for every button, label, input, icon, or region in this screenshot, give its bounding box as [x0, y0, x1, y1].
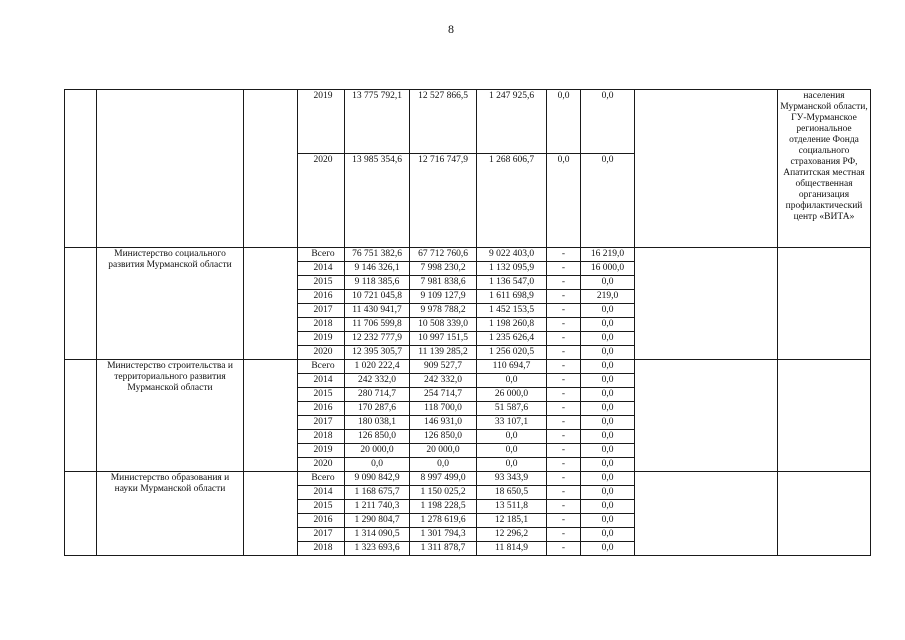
- regional-budget-cell: 1 311 878,7: [410, 542, 477, 556]
- local-budget-cell: -: [547, 374, 581, 388]
- total-cell: 10 721 045,8: [345, 290, 410, 304]
- total-cell: 11 706 599,8: [345, 318, 410, 332]
- total-cell: 126 850,0: [345, 430, 410, 444]
- year-cell: 2015: [298, 388, 345, 402]
- ministry-name: Министерство образования и науки Мурманской области: [97, 472, 244, 556]
- year-cell: 2020: [298, 346, 345, 360]
- year-cell: 2016: [298, 290, 345, 304]
- blank-cell: [635, 90, 778, 248]
- regional-budget-cell: 254 714,7: [410, 388, 477, 402]
- blank-cell: [635, 472, 778, 556]
- local-budget-cell: -: [547, 444, 581, 458]
- blank-cell: [635, 248, 778, 360]
- other-sources-cell: 0,0: [581, 486, 635, 500]
- local-budget-cell: -: [547, 248, 581, 262]
- other-sources-cell: 0,0: [581, 388, 635, 402]
- blank-cell: [635, 360, 778, 472]
- local-budget-cell: -: [547, 402, 581, 416]
- total-cell: 242 332,0: [345, 374, 410, 388]
- regional-budget-cell: 118 700,0: [410, 402, 477, 416]
- total-cell: 1 323 693,6: [345, 542, 410, 556]
- year-cell: Всего: [298, 248, 345, 262]
- local-budget-cell: -: [547, 458, 581, 472]
- table-row: [65, 90, 871, 154]
- total-cell: 76 751 382,6: [345, 248, 410, 262]
- other-sources-cell: 0,0: [581, 360, 635, 374]
- total-cell: 1 211 740,3: [345, 500, 410, 514]
- total-cell: 1 290 804,7: [345, 514, 410, 528]
- federal-budget-cell: 1 247 925,6: [477, 90, 547, 154]
- local-budget-cell: -: [547, 346, 581, 360]
- local-budget-cell: -: [547, 472, 581, 486]
- organization-cell: [97, 90, 244, 248]
- year-cell: 2017: [298, 304, 345, 318]
- other-sources-cell: 0,0: [581, 154, 635, 248]
- other-sources-cell: 0,0: [581, 276, 635, 290]
- funding-table: [64, 89, 871, 556]
- regional-budget-cell: 67 712 760,6: [410, 248, 477, 262]
- total-cell: 9 090 842,9: [345, 472, 410, 486]
- total-cell: 11 430 941,7: [345, 304, 410, 318]
- regional-budget-cell: 11 139 285,2: [410, 346, 477, 360]
- local-budget-cell: -: [547, 332, 581, 346]
- year-cell: 2016: [298, 514, 345, 528]
- year-cell: Всего: [298, 360, 345, 374]
- blank-cell: [244, 360, 298, 472]
- federal-budget-cell: 12 296,2: [477, 528, 547, 542]
- regional-budget-cell: 1 301 794,3: [410, 528, 477, 542]
- year-cell: 2017: [298, 416, 345, 430]
- total-cell: 12 395 305,7: [345, 346, 410, 360]
- local-budget-cell: -: [547, 486, 581, 500]
- index-cell: [65, 90, 97, 248]
- year-cell: 2015: [298, 500, 345, 514]
- regional-budget-cell: 10 508 339,0: [410, 318, 477, 332]
- total-cell: 13 985 354,6: [345, 154, 410, 248]
- federal-budget-cell: 18 650,5: [477, 486, 547, 500]
- federal-budget-cell: 1 136 547,0: [477, 276, 547, 290]
- year-cell: 2019: [298, 90, 345, 154]
- other-sources-cell: 0,0: [581, 542, 635, 556]
- regional-budget-cell: 10 997 151,5: [410, 332, 477, 346]
- blank-cell: [244, 248, 298, 360]
- regional-budget-cell: 7 998 230,2: [410, 262, 477, 276]
- table-row: [65, 248, 871, 262]
- year-cell: 2014: [298, 262, 345, 276]
- regional-budget-cell: 12 527 866,5: [410, 90, 477, 154]
- table-row: [65, 360, 871, 374]
- federal-budget-cell: 1 235 626,4: [477, 332, 547, 346]
- total-cell: 13 775 792,1: [345, 90, 410, 154]
- total-cell: 170 287,6: [345, 402, 410, 416]
- regional-budget-cell: 242 332,0: [410, 374, 477, 388]
- federal-budget-cell: 1 132 095,9: [477, 262, 547, 276]
- regional-budget-cell: 0,0: [410, 458, 477, 472]
- other-sources-cell: 0,0: [581, 500, 635, 514]
- other-sources-cell: 0,0: [581, 90, 635, 154]
- federal-budget-cell: 1 198 260,8: [477, 318, 547, 332]
- local-budget-cell: -: [547, 416, 581, 430]
- regional-budget-cell: 9 978 788,2: [410, 304, 477, 318]
- partners-cell: [778, 472, 871, 556]
- regional-budget-cell: 7 981 838,6: [410, 276, 477, 290]
- federal-budget-cell: 26 000,0: [477, 388, 547, 402]
- year-cell: 2020: [298, 154, 345, 248]
- blank-cell: [244, 90, 298, 248]
- local-budget-cell: -: [547, 528, 581, 542]
- regional-budget-cell: 126 850,0: [410, 430, 477, 444]
- other-sources-cell: 0,0: [581, 528, 635, 542]
- regional-budget-cell: 9 109 127,9: [410, 290, 477, 304]
- total-cell: 280 714,7: [345, 388, 410, 402]
- federal-budget-cell: 33 107,1: [477, 416, 547, 430]
- local-budget-cell: -: [547, 500, 581, 514]
- total-cell: 20 000,0: [345, 444, 410, 458]
- year-cell: 2018: [298, 542, 345, 556]
- other-sources-cell: 0,0: [581, 318, 635, 332]
- other-sources-cell: 16 219,0: [581, 248, 635, 262]
- local-budget-cell: -: [547, 388, 581, 402]
- other-sources-cell: 219,0: [581, 290, 635, 304]
- federal-budget-cell: 1 268 606,7: [477, 154, 547, 248]
- total-cell: 1 314 090,5: [345, 528, 410, 542]
- regional-budget-cell: 909 527,7: [410, 360, 477, 374]
- local-budget-cell: -: [547, 430, 581, 444]
- total-cell: 0,0: [345, 458, 410, 472]
- year-cell: 2018: [298, 318, 345, 332]
- regional-budget-cell: 1 278 619,6: [410, 514, 477, 528]
- other-sources-cell: 0,0: [581, 430, 635, 444]
- local-budget-cell: -: [547, 360, 581, 374]
- regional-budget-cell: 12 716 747,9: [410, 154, 477, 248]
- partners-cell: [778, 360, 871, 472]
- total-cell: 9 118 385,6: [345, 276, 410, 290]
- federal-budget-cell: 13 511,8: [477, 500, 547, 514]
- partners-cell: [778, 248, 871, 360]
- federal-budget-cell: 0,0: [477, 430, 547, 444]
- local-budget-cell: 0,0: [547, 90, 581, 154]
- local-budget-cell: -: [547, 542, 581, 556]
- page-number: 8: [448, 22, 454, 36]
- local-budget-cell: -: [547, 276, 581, 290]
- federal-budget-cell: 0,0: [477, 374, 547, 388]
- year-cell: 2015: [298, 276, 345, 290]
- other-sources-cell: 0,0: [581, 346, 635, 360]
- federal-budget-cell: 12 185,1: [477, 514, 547, 528]
- other-sources-cell: 0,0: [581, 444, 635, 458]
- table-row: [65, 472, 871, 486]
- total-cell: 9 146 326,1: [345, 262, 410, 276]
- federal-budget-cell: 9 022 403,0: [477, 248, 547, 262]
- federal-budget-cell: 0,0: [477, 444, 547, 458]
- other-sources-cell: 16 000,0: [581, 262, 635, 276]
- other-sources-cell: 0,0: [581, 332, 635, 346]
- other-sources-cell: 0,0: [581, 374, 635, 388]
- federal-budget-cell: 51 587,6: [477, 402, 547, 416]
- regional-budget-cell: 20 000,0: [410, 444, 477, 458]
- other-sources-cell: 0,0: [581, 458, 635, 472]
- other-sources-cell: 0,0: [581, 514, 635, 528]
- year-cell: 2019: [298, 444, 345, 458]
- ministry-name: Министерство строительства и территориального развития Мурманской области: [97, 360, 244, 472]
- year-cell: 2018: [298, 430, 345, 444]
- year-cell: 2016: [298, 402, 345, 416]
- year-cell: 2014: [298, 374, 345, 388]
- year-cell: Всего: [298, 472, 345, 486]
- local-budget-cell: -: [547, 262, 581, 276]
- other-sources-cell: 0,0: [581, 402, 635, 416]
- local-budget-cell: -: [547, 514, 581, 528]
- year-cell: 2019: [298, 332, 345, 346]
- total-cell: 12 232 777,9: [345, 332, 410, 346]
- other-sources-cell: 0,0: [581, 304, 635, 318]
- total-cell: 1 168 675,7: [345, 486, 410, 500]
- federal-budget-cell: 11 814,9: [477, 542, 547, 556]
- total-cell: 1 020 222,4: [345, 360, 410, 374]
- local-budget-cell: -: [547, 290, 581, 304]
- partners-cell: населения Мурманской области, ГУ-Мурманское региональное отделение Фонда социального страхования РФ, Апатитская местная общественная организация профилактический центр «ВИТА»: [778, 90, 871, 248]
- federal-budget-cell: 1 611 698,9: [477, 290, 547, 304]
- blank-cell: [244, 472, 298, 556]
- index-cell: [65, 248, 97, 360]
- federal-budget-cell: 1 256 020,5: [477, 346, 547, 360]
- local-budget-cell: -: [547, 304, 581, 318]
- ministry-name: Министерство социального развития Мурманской области: [97, 248, 244, 360]
- regional-budget-cell: 146 931,0: [410, 416, 477, 430]
- year-cell: 2014: [298, 486, 345, 500]
- total-cell: 180 038,1: [345, 416, 410, 430]
- federal-budget-cell: 1 452 153,5: [477, 304, 547, 318]
- federal-budget-cell: 110 694,7: [477, 360, 547, 374]
- regional-budget-cell: 1 150 025,2: [410, 486, 477, 500]
- other-sources-cell: 0,0: [581, 472, 635, 486]
- local-budget-cell: 0,0: [547, 154, 581, 248]
- year-cell: 2020: [298, 458, 345, 472]
- index-cell: [65, 360, 97, 472]
- federal-budget-cell: 93 343,9: [477, 472, 547, 486]
- regional-budget-cell: 8 997 499,0: [410, 472, 477, 486]
- index-cell: [65, 472, 97, 556]
- federal-budget-cell: 0,0: [477, 458, 547, 472]
- regional-budget-cell: 1 198 228,5: [410, 500, 477, 514]
- year-cell: 2017: [298, 528, 345, 542]
- other-sources-cell: 0,0: [581, 416, 635, 430]
- local-budget-cell: -: [547, 318, 581, 332]
